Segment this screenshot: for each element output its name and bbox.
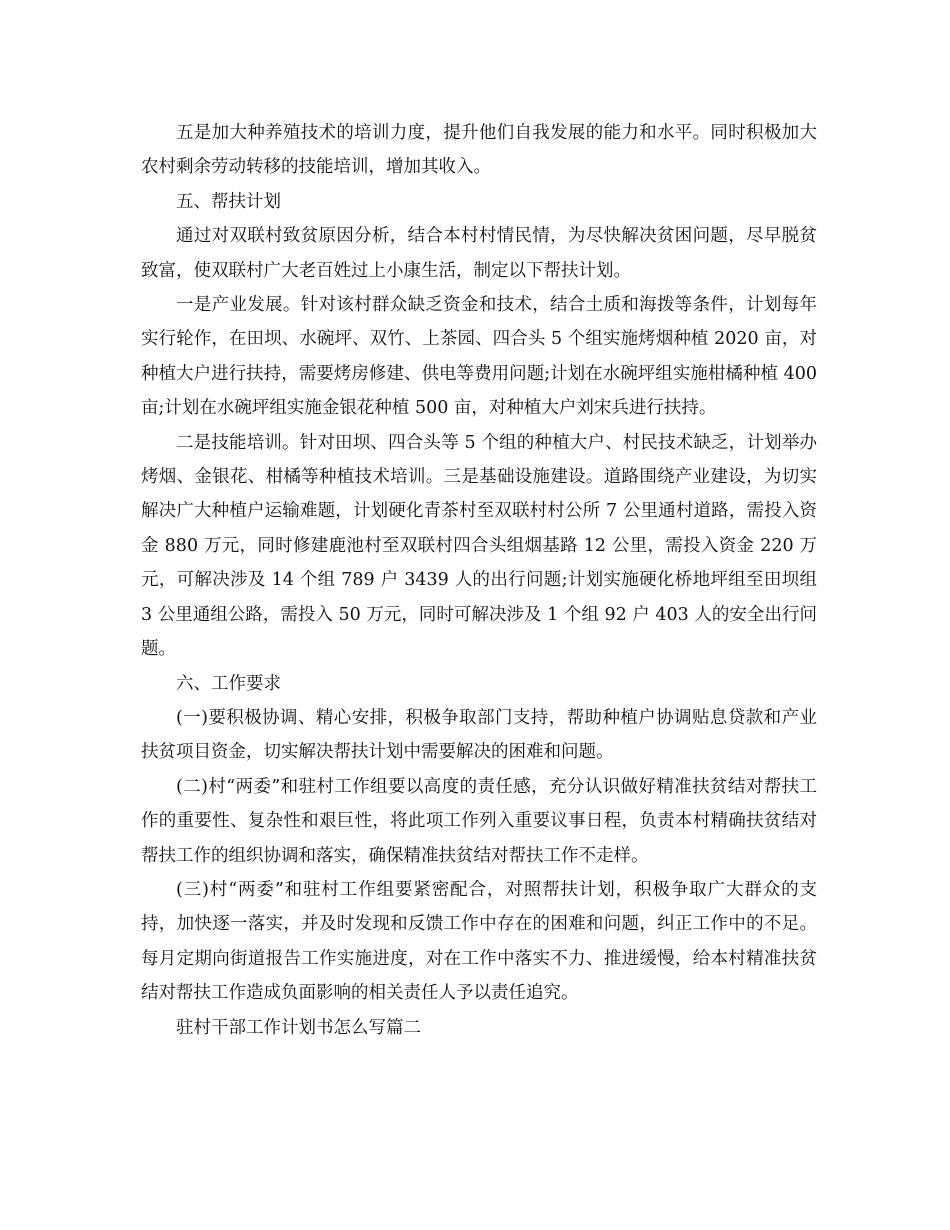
paragraph-industry-development: 一是产业发展。针对该村群众缺乏资金和技术，结合土质和海拨等条件，计划每年实行轮作，在田坝、水碗坪、双竹、上茶园、四合头 5 个组实施烤烟种植 2020 亩，对种植大户进行扶持，需要烤房修建、供电等费用问题;计划在水碗坪组实施柑橘种植 400 亩;计划在水碗坪组实施金银花种植 500 亩，对种植大户刘宋兵进行扶持。 xyxy=(141,295,817,419)
paragraph-plan-intro: 通过对双联村致贫原因分析，结合本村村情民情，为尽快解决贫困问题，尽早脱贫致富，使双联村广大老百姓过上小康生活，制定以下帮扶计划。 xyxy=(141,226,817,281)
paragraph-requirement-2: (二)村“两委”和驻村工作组要以高度的责任感，充分认识做好精准扶贫结对帮扶工作的重要性、复杂性和艰巨性，将此项工作列入重要议事日程，负责本村精确扶贫结对帮扶工作的组织协调和落实，确保精准扶贫结对帮扶工作不走样。 xyxy=(141,776,817,866)
paragraph-requirement-3: (三)村“两委”和驻村工作组要紧密配合，对照帮扶计划，积极争取广大群众的支持，加快逐一落实，并及时发现和反馈工作中存在的困难和问题，纠正工作中的不足。每月定期向街道报告工作实施进度，对在工作中落实不力、推进缓慢，给本村精准扶贫结对帮扶工作造成负面影响的相关责任人予以责任追究。 xyxy=(141,879,817,1004)
section-heading-part-two: 驻村干部工作计划书怎么写篇二 xyxy=(176,1017,421,1038)
section-heading-assistance-plan: 五、帮扶计划 xyxy=(176,191,281,212)
paragraph-skills-infrastructure: 二是技能培训。针对田坝、四合头等 5 个组的种植大户、村民技术缺乏，计划举办烤烟、金银花、柑橘等种植技术培训。三是基础设施建设。道路围绕产业建设，为切实解决广大种植户运输难题，计划硬化青茶村至双联村村公所 7 公里通村道路，需投入资金 880 万元，同时修建鹿池村至双联村四合头组烟基路 12 公里，需投入资金 220 万元，可解决涉及 14 个组 789 户 3439 人的出行问题;计划实施硬化桥地坪组至田坝组 3 公里通组公路，需投入 50 万元，同时可解决涉及 1 个组 92 户 403 人的安全出行问题。 xyxy=(141,432,817,660)
paragraph-training: 五是加大种养殖技术的培训力度，提升他们自我发展的能力和水平。同时积极加大农村剩余劳动转移的技能培训，增加其收入。 xyxy=(141,123,817,178)
document-body xyxy=(141,116,817,1045)
section-heading-work-requirements: 六、工作要求 xyxy=(176,673,281,694)
paragraph-requirement-1: (一)要积极协调、精心安排，积极争取部门支持，帮助种植户协调贴息贷款和产业扶贫项目资金，切实解决帮扶计划中需要解决的困难和问题。 xyxy=(141,707,817,763)
